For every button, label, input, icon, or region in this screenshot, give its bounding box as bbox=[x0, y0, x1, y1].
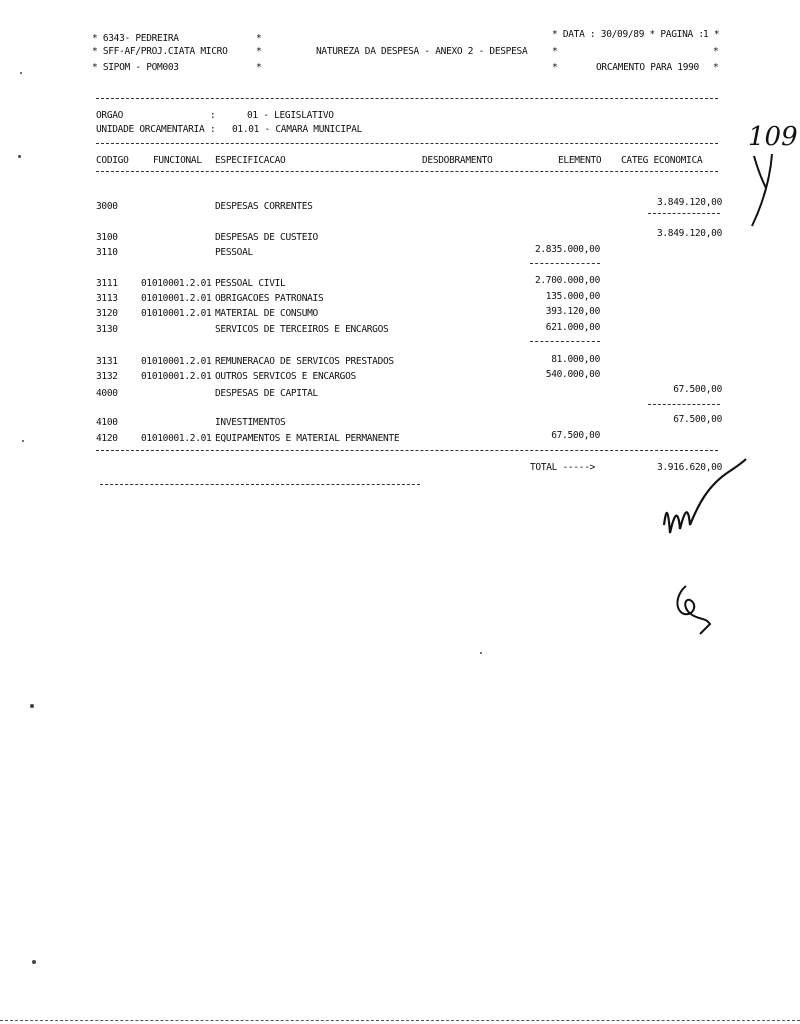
header-star-5: * bbox=[713, 46, 719, 57]
row-especificacao: MATERIAL DE CONSUMO bbox=[215, 308, 318, 319]
row-especificacao: REMUNERACAO DE SERVICOS PRESTADOS bbox=[215, 356, 394, 367]
row-codigo: 4100 bbox=[96, 417, 118, 428]
row-especificacao: PESSOAL CIVIL bbox=[215, 278, 286, 289]
row-categ: 3.849.120,00 bbox=[656, 228, 722, 239]
col-header-elemento: ELEMENTO bbox=[558, 155, 602, 166]
orgao-value: 01 - LEGISLATIVO bbox=[247, 110, 334, 121]
handwritten-signature-1 bbox=[660, 455, 750, 540]
unidade-label: UNIDADE ORCAMENTARIA bbox=[96, 124, 205, 135]
subtotal-rule bbox=[530, 341, 600, 342]
divider-rule-4 bbox=[96, 450, 718, 451]
page-number: 1 * bbox=[703, 29, 720, 40]
row-codigo: 4000 bbox=[96, 388, 118, 399]
row-elemento: 2.835.000,00 bbox=[534, 244, 600, 255]
row-codigo: 3131 bbox=[96, 356, 118, 367]
budget-year-label: ORCAMENTO PARA 1990 bbox=[596, 62, 699, 73]
col-header-funcional: FUNCIONAL bbox=[153, 155, 202, 166]
row-funcional: 01010001.2.01 bbox=[141, 278, 212, 289]
divider-rule-2 bbox=[96, 143, 718, 144]
row-especificacao: EQUIPAMENTOS E MATERIAL PERMANENTE bbox=[215, 433, 400, 444]
col-header-especificacao: ESPECIFICACAO bbox=[215, 155, 286, 166]
row-especificacao: DESPESAS CORRENTES bbox=[215, 201, 313, 212]
orgao-label: ORGAO bbox=[96, 110, 124, 121]
row-elemento: 81.000,00 bbox=[551, 354, 600, 365]
header-star-2: * bbox=[256, 46, 262, 57]
divider-rule-3 bbox=[96, 171, 718, 172]
date-page-label: * DATA : 30/09/89 * PAGINA : bbox=[552, 29, 704, 40]
col-header-categ: CATEG ECONOMICA bbox=[621, 155, 703, 166]
row-especificacao: INVESTIMENTOS bbox=[215, 417, 286, 428]
row-categ: 3.849.120,00 bbox=[656, 197, 722, 208]
subtotal-rule bbox=[648, 213, 720, 214]
row-funcional: 01010001.2.01 bbox=[141, 308, 212, 319]
report-title: NATUREZA DA DESPESA - ANEXO 2 - DESPESA bbox=[316, 46, 528, 57]
header-origin-line-1: * 6343- PEDREIRA bbox=[92, 33, 179, 44]
row-funcional: 01010001.2.01 bbox=[141, 433, 212, 444]
orgao-colon: : bbox=[210, 110, 216, 121]
row-funcional: 01010001.2.01 bbox=[141, 356, 212, 367]
row-elemento: 393.120,00 bbox=[545, 306, 600, 317]
row-especificacao: OBRIGACOES PATRONAIS bbox=[215, 293, 324, 304]
header-origin-line-2: * SFF-AF/PROJ.CIATA MICRO bbox=[92, 46, 228, 57]
row-codigo: 3120 bbox=[96, 308, 118, 319]
row-elemento: 540.000,00 bbox=[545, 369, 600, 380]
total-label: TOTAL -----> bbox=[530, 462, 596, 473]
subtotal-rule bbox=[530, 263, 600, 264]
header-star-6: * bbox=[552, 62, 558, 73]
row-funcional: 01010001.2.01 bbox=[141, 293, 212, 304]
header-origin-line-3: * SIPOM - POM003 bbox=[92, 62, 179, 73]
row-especificacao: SERVICOS DE TERCEIROS E ENCARGOS bbox=[215, 324, 389, 335]
row-elemento: 621.000,00 bbox=[545, 322, 600, 333]
bottom-scan-edge bbox=[0, 1020, 800, 1021]
divider-rule-5 bbox=[100, 484, 420, 485]
scan-speck bbox=[22, 440, 24, 442]
scan-speck bbox=[18, 155, 21, 158]
unidade-colon: : bbox=[210, 124, 216, 135]
row-codigo: 3113 bbox=[96, 293, 118, 304]
total-value: 3.916.620,00 bbox=[656, 462, 722, 473]
row-elemento: 2.700.000,00 bbox=[534, 275, 600, 286]
row-codigo: 3130 bbox=[96, 324, 118, 335]
unidade-value: 01.01 - CAMARA MUNICIPAL bbox=[232, 124, 363, 135]
divider-rule-1 bbox=[96, 98, 718, 99]
header-star-1: * bbox=[256, 33, 262, 44]
row-codigo: 3110 bbox=[96, 247, 118, 258]
subtotal-rule bbox=[648, 404, 720, 405]
row-especificacao: OUTROS SERVICOS E ENCARGOS bbox=[215, 371, 356, 382]
handwritten-signature-2 bbox=[672, 580, 717, 635]
scan-speck bbox=[20, 72, 22, 74]
row-categ: 67.500,00 bbox=[673, 384, 722, 395]
header-star-7: * bbox=[713, 62, 719, 73]
handwritten-checkmark bbox=[748, 150, 778, 230]
header-star-3: * bbox=[256, 62, 262, 73]
scan-speck bbox=[480, 652, 482, 654]
col-header-codigo: CODIGO bbox=[96, 155, 129, 166]
scan-speck bbox=[30, 704, 34, 708]
handwritten-page-number: 109 bbox=[748, 122, 798, 152]
row-categ: 67.500,00 bbox=[673, 414, 722, 425]
row-codigo: 3000 bbox=[96, 201, 118, 212]
row-elemento: 135.000,00 bbox=[545, 291, 600, 302]
row-codigo: 3111 bbox=[96, 278, 118, 289]
col-header-desdobramento: DESDOBRAMENTO bbox=[422, 155, 493, 166]
row-codigo: 3132 bbox=[96, 371, 118, 382]
scan-speck bbox=[32, 960, 36, 964]
row-especificacao: PESSOAL bbox=[215, 247, 253, 258]
row-codigo: 3100 bbox=[96, 232, 118, 243]
row-funcional: 01010001.2.01 bbox=[141, 371, 212, 382]
header-star-4: * bbox=[552, 46, 558, 57]
row-especificacao: DESPESAS DE CUSTEIO bbox=[215, 232, 318, 243]
row-codigo: 4120 bbox=[96, 433, 118, 444]
row-elemento: 67.500,00 bbox=[551, 430, 600, 441]
row-especificacao: DESPESAS DE CAPITAL bbox=[215, 388, 318, 399]
